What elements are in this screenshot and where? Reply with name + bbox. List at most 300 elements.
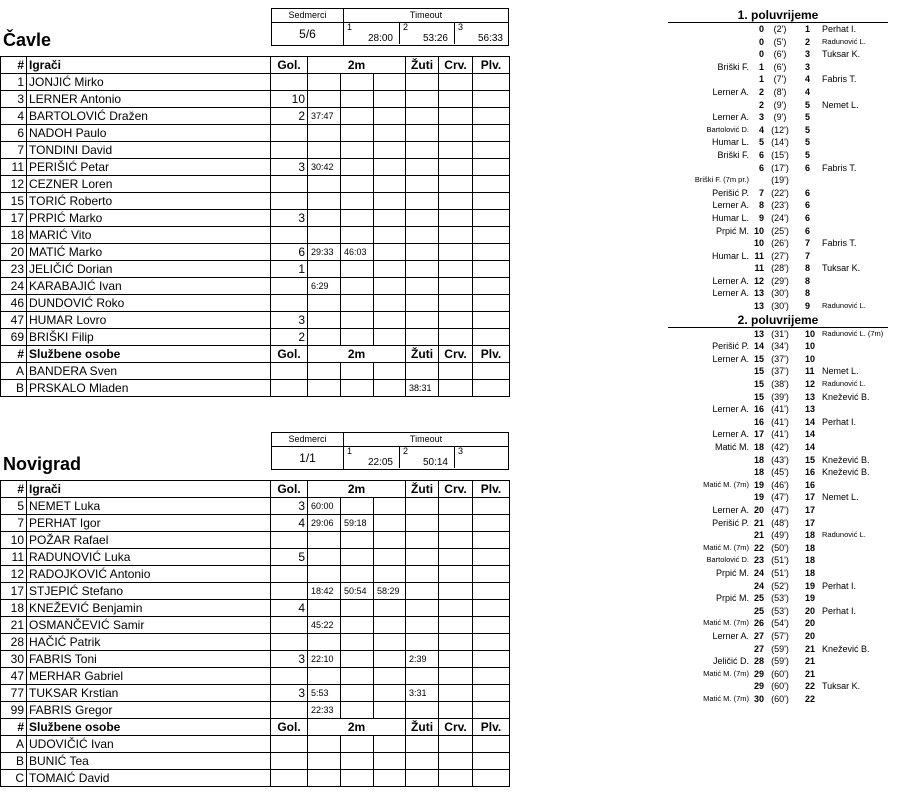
header-row (1, 346, 510, 363)
away-scorer: Radunović L. (822, 530, 866, 540)
player-name: TONDINI David (27, 142, 271, 159)
away-score: 5 (805, 137, 811, 148)
header-row (1, 481, 510, 498)
col-goals-header: Gol. (271, 719, 308, 736)
player-goals (271, 295, 308, 312)
away-score: 6 (805, 162, 811, 173)
official-goals (271, 770, 308, 787)
player-red (439, 651, 473, 668)
player-row (1, 295, 510, 312)
player-yellow (406, 91, 439, 108)
timeout-time: 50:14 (422, 457, 448, 468)
player-blue (473, 566, 510, 583)
away-score: 16 (805, 467, 816, 478)
goal-event (660, 479, 900, 492)
away-score: 17 (805, 504, 816, 515)
away-score: 2 (805, 36, 811, 47)
player-yellow (406, 227, 439, 244)
player-2min-3 (374, 278, 406, 295)
player-yellow (406, 702, 439, 719)
player-2min-1: 18:42 (308, 583, 341, 600)
home-score: 21 (753, 517, 764, 528)
player-2min-3 (374, 210, 406, 227)
timeout-box (343, 8, 509, 46)
player-yellow: 2:39 (406, 651, 439, 668)
away-score: 13 (805, 404, 816, 415)
player-number: 7 (1, 515, 27, 532)
goal-event (660, 73, 900, 86)
goal-event (660, 378, 900, 391)
player-row (1, 74, 510, 91)
player-2min-3 (374, 634, 406, 651)
player-blue (473, 91, 510, 108)
player-number: 46 (1, 295, 27, 312)
away-score: 18 (805, 542, 816, 553)
away-score: 8 (805, 275, 811, 286)
player-row (1, 549, 510, 566)
player-2min-1 (308, 329, 341, 346)
goal-event (660, 353, 900, 366)
goal-event (660, 617, 900, 630)
away-score: 21 (805, 643, 816, 654)
away-scorer: Perhat I. (822, 580, 857, 591)
event-minute: (50') (771, 542, 789, 553)
player-number: 17 (1, 210, 27, 227)
player-number: 20 (1, 244, 27, 261)
event-minute: (43') (771, 454, 789, 465)
player-2min-2 (341, 176, 374, 193)
event-minute: (30') (771, 288, 789, 299)
away-score: 18 (805, 530, 816, 541)
official-name: TOMAIĆ David (27, 770, 271, 787)
official-name: BUNIĆ Tea (27, 753, 271, 770)
home-score: 27 (753, 643, 764, 654)
away-scorer: Tuksar K. (822, 49, 861, 60)
col-number-header: # (1, 719, 27, 736)
away-score: 21 (805, 656, 816, 667)
event-minute: (31') (771, 328, 789, 339)
player-2min-3 (374, 566, 406, 583)
home-score: 0 (758, 24, 764, 34)
event-minute: (51') (771, 555, 789, 566)
home-scorer: Briški F. (717, 149, 749, 160)
player-row (1, 142, 510, 159)
event-minute: (12') (771, 124, 789, 135)
official-red (439, 753, 473, 770)
col-2min-header: 2m (308, 719, 406, 736)
sedmerci-value: 5/6 (299, 27, 316, 41)
away-score: 5 (805, 124, 811, 135)
timeout-box (343, 432, 509, 470)
player-row (1, 532, 510, 549)
official-yellow (406, 736, 439, 753)
home-score: 16 (753, 416, 764, 427)
player-2min-3: 58:29 (374, 583, 406, 600)
official-goals (271, 380, 308, 397)
home-score: 19 (753, 479, 764, 490)
player-2min-3 (374, 295, 406, 312)
official-2min-2 (341, 753, 374, 770)
player-goals: 6 (271, 244, 308, 261)
home-scorer: Bartolović D. (706, 555, 749, 565)
away-score: 10 (805, 341, 816, 352)
player-red (439, 159, 473, 176)
away-scorer: Nemet L. (822, 366, 859, 377)
goal-event (660, 23, 900, 36)
goal-event (660, 554, 900, 567)
player-goals: 3 (271, 210, 308, 227)
away-scorer: Tuksar K. (822, 681, 861, 692)
event-minute: (47') (771, 504, 789, 515)
home-score: 13 (753, 301, 764, 312)
player-blue (473, 210, 510, 227)
official-goals (271, 753, 308, 770)
player-row (1, 634, 510, 651)
home-score: 13 (753, 288, 764, 299)
official-blue (473, 770, 510, 787)
player-name: OSMANČEVIĆ Samir (27, 617, 271, 634)
player-row (1, 159, 510, 176)
official-2min-1 (308, 770, 341, 787)
home-score: 18 (753, 467, 764, 478)
event-minute: (60') (771, 668, 789, 679)
player-goals: 10 (271, 91, 308, 108)
sedmerci-label: Sedmerci (272, 433, 343, 447)
player-red (439, 193, 473, 210)
player-blue (473, 617, 510, 634)
goal-event (660, 441, 900, 454)
event-minute: (26') (771, 238, 789, 249)
player-2min-2 (341, 702, 374, 719)
goal-event (660, 630, 900, 643)
home-score: 14 (753, 341, 764, 352)
goal-event (660, 529, 900, 542)
timeout-slot (344, 446, 399, 468)
official-goals (271, 736, 308, 753)
home-score: 8 (758, 200, 764, 211)
goal-event (660, 61, 900, 74)
goal-event (660, 237, 900, 250)
player-row (1, 108, 510, 125)
player-2min-1 (308, 74, 341, 91)
player-2min-1 (308, 227, 341, 244)
goal-event (660, 668, 900, 681)
timeout-time: 53:26 (422, 33, 448, 44)
col-number-header: # (1, 481, 27, 498)
official-2min-3 (374, 363, 406, 380)
goal-event (660, 136, 900, 149)
player-blue (473, 125, 510, 142)
event-minute: (29') (771, 275, 789, 286)
col-red-header: Crv. (439, 719, 473, 736)
player-2min-1 (308, 566, 341, 583)
player-2min-2 (341, 74, 374, 91)
home-scorer: Lerner A. (712, 630, 749, 641)
player-row (1, 600, 510, 617)
away-score: 17 (805, 517, 816, 528)
player-number: 18 (1, 600, 27, 617)
player-name: KARABAJIĆ Ivan (27, 278, 271, 295)
event-minute: (53') (771, 605, 789, 616)
event-minute: (54') (771, 618, 789, 629)
official-yellow (406, 753, 439, 770)
player-yellow (406, 566, 439, 583)
player-row (1, 227, 510, 244)
away-scorer: Radunović L. (822, 36, 866, 46)
away-scorer: Radunović L. (822, 301, 866, 311)
player-goals: 3 (271, 498, 308, 515)
away-score: 4 (805, 74, 811, 85)
event-minute: (59') (771, 643, 789, 654)
sedmerci-label: Sedmerci (272, 9, 343, 23)
home-scorer: Humar L. (711, 250, 749, 261)
player-row (1, 244, 510, 261)
col-2min-header: 2m (308, 346, 406, 363)
goal-event (660, 517, 900, 530)
home-scorer: Lerner A. (712, 200, 749, 211)
player-2min-1 (308, 312, 341, 329)
goal-log (660, 8, 900, 705)
goal-event (660, 36, 900, 49)
home-score: 22 (753, 542, 764, 553)
player-number: 21 (1, 617, 27, 634)
away-scorer: Perhat I. (822, 605, 857, 616)
col-blue-header: Plv. (473, 346, 510, 363)
half-title: 2. poluvrijeme (668, 313, 888, 328)
official-2min-3 (374, 380, 406, 397)
home-score: 19 (753, 492, 764, 503)
player-number: 77 (1, 685, 27, 702)
home-score: 24 (753, 580, 764, 591)
player-red (439, 108, 473, 125)
home-score: 12 (753, 275, 764, 286)
player-number: 69 (1, 329, 27, 346)
player-number: 3 (1, 91, 27, 108)
goal-event (660, 580, 900, 593)
home-scorer: Perišić P. (712, 517, 749, 528)
player-yellow (406, 142, 439, 159)
official-goals (271, 363, 308, 380)
player-2min-2: 46:03 (341, 244, 374, 261)
player-row (1, 125, 510, 142)
player-yellow (406, 498, 439, 515)
home-scorer: Humar L. (711, 212, 749, 223)
home-scorer: Lerner A. (712, 86, 749, 97)
home-scorer: Matić M. (7m) (703, 668, 749, 678)
player-row (1, 210, 510, 227)
event-minute: (25') (771, 225, 789, 236)
goal-event (660, 187, 900, 200)
away-scorer: Tuksar K. (822, 263, 861, 274)
goal-event (660, 149, 900, 162)
away-scorer: Perhat I. (822, 24, 857, 34)
home-score: 0 (758, 36, 764, 47)
event-minute: (53') (771, 593, 789, 604)
event-minute: (52') (771, 580, 789, 591)
player-yellow (406, 159, 439, 176)
player-2min-3 (374, 176, 406, 193)
away-score: 6 (805, 225, 811, 236)
player-yellow (406, 278, 439, 295)
player-goals (271, 566, 308, 583)
home-scorer: Lerner A. (712, 288, 749, 299)
away-score: 19 (805, 593, 816, 604)
player-goals (271, 278, 308, 295)
away-score: 22 (805, 681, 816, 692)
player-2min-2 (341, 108, 374, 125)
official-letter: A (1, 736, 27, 753)
player-goals (271, 668, 308, 685)
goal-event (660, 365, 900, 378)
official-blue (473, 380, 510, 397)
player-2min-1: 60:00 (308, 498, 341, 515)
goal-event (660, 212, 900, 225)
col-number-header: # (1, 346, 27, 363)
player-goals: 3 (271, 159, 308, 176)
player-name: TORIĆ Roberto (27, 193, 271, 210)
player-yellow (406, 74, 439, 91)
player-yellow (406, 261, 439, 278)
player-blue (473, 227, 510, 244)
player-name: HAČIĆ Patrik (27, 634, 271, 651)
event-minute: (46') (771, 479, 789, 490)
col-yellow-header: Žuti (406, 719, 439, 736)
player-2min-1: 30:42 (308, 159, 341, 176)
event-minute: (15') (771, 149, 789, 160)
player-2min-1 (308, 176, 341, 193)
player-number: 5 (1, 498, 27, 515)
player-name: KNEŽEVIĆ Benjamin (27, 600, 271, 617)
player-goals: 3 (271, 685, 308, 702)
roster-table (0, 480, 510, 787)
col-yellow-header: Žuti (406, 57, 439, 74)
player-number: 11 (1, 549, 27, 566)
player-blue (473, 702, 510, 719)
player-name: BRIŠKI Filip (27, 329, 271, 346)
team-name: Čavle (3, 30, 52, 50)
away-score: 14 (805, 429, 816, 440)
player-goals (271, 532, 308, 549)
player-2min-2 (341, 142, 374, 159)
official-blue (473, 753, 510, 770)
player-row (1, 583, 510, 600)
player-name: LERNER Antonio (27, 91, 271, 108)
away-score: 20 (805, 605, 816, 616)
player-2min-1 (308, 532, 341, 549)
player-2min-3 (374, 685, 406, 702)
official-red (439, 380, 473, 397)
team-header (0, 8, 509, 56)
player-red (439, 549, 473, 566)
home-score: 25 (753, 593, 764, 604)
player-name: DUNDOVIĆ Roko (27, 295, 271, 312)
player-yellow (406, 210, 439, 227)
player-row (1, 261, 510, 278)
away-score: 9 (805, 301, 811, 312)
player-2min-3 (374, 108, 406, 125)
player-number: 12 (1, 176, 27, 193)
header-row (1, 57, 510, 74)
home-score: 6 (758, 149, 764, 160)
away-score: 20 (805, 630, 816, 641)
event-minute: (8') (773, 86, 787, 97)
player-yellow (406, 515, 439, 532)
official-2min-1 (308, 380, 341, 397)
player-row (1, 515, 510, 532)
player-red (439, 668, 473, 685)
player-row (1, 651, 510, 668)
player-2min-1: 22:33 (308, 702, 341, 719)
official-red (439, 736, 473, 753)
col-players-header: Igrači (27, 57, 271, 74)
goal-event (660, 592, 900, 605)
official-yellow: 38:31 (406, 380, 439, 397)
goal-event (660, 693, 900, 706)
goal-event (660, 340, 900, 353)
player-2min-1 (308, 142, 341, 159)
away-score: 11 (805, 366, 815, 377)
away-scorer: Radunović L. (822, 379, 866, 389)
official-blue (473, 736, 510, 753)
event-minute: (24') (771, 212, 789, 223)
official-2min-1 (308, 736, 341, 753)
player-blue (473, 159, 510, 176)
goal-event (660, 328, 900, 341)
player-goals (271, 702, 308, 719)
timeout-label: Timeout (344, 433, 508, 447)
player-blue (473, 329, 510, 346)
player-2min-2 (341, 312, 374, 329)
home-score: 13 (753, 328, 764, 339)
home-scorer: Matić M. (7m) (703, 618, 749, 628)
official-yellow (406, 363, 439, 380)
goal-event (660, 99, 900, 112)
official-name: UDOVIČIĆ Ivan (27, 736, 271, 753)
player-2min-1 (308, 125, 341, 142)
event-minute: (6') (773, 49, 787, 60)
event-minute: (60') (771, 681, 789, 692)
player-2min-3 (374, 617, 406, 634)
player-row (1, 176, 510, 193)
player-number: 47 (1, 312, 27, 329)
col-goals-header: Gol. (271, 346, 308, 363)
event-minute: (9') (773, 99, 787, 110)
home-score: 1 (758, 74, 764, 85)
goal-event (660, 655, 900, 668)
player-goals: 2 (271, 329, 308, 346)
official-2min-3 (374, 753, 406, 770)
event-minute: (23') (771, 200, 789, 211)
player-red (439, 227, 473, 244)
player-2min-3 (374, 193, 406, 210)
home-scorer: Matić M. (7m) (703, 693, 749, 703)
player-goals: 3 (271, 651, 308, 668)
player-goals (271, 125, 308, 142)
player-red (439, 278, 473, 295)
player-red (439, 702, 473, 719)
player-2min-2 (341, 685, 374, 702)
goal-event (660, 199, 900, 212)
away-score: 5 (805, 149, 811, 160)
col-yellow-header: Žuti (406, 481, 439, 498)
player-number: 30 (1, 651, 27, 668)
event-minute: (22') (771, 187, 789, 198)
home-score: 4 (758, 124, 764, 135)
event-minute: (59') (771, 656, 789, 667)
player-2min-2 (341, 193, 374, 210)
player-2min-3 (374, 261, 406, 278)
player-name: PERHAT Igor (27, 515, 271, 532)
